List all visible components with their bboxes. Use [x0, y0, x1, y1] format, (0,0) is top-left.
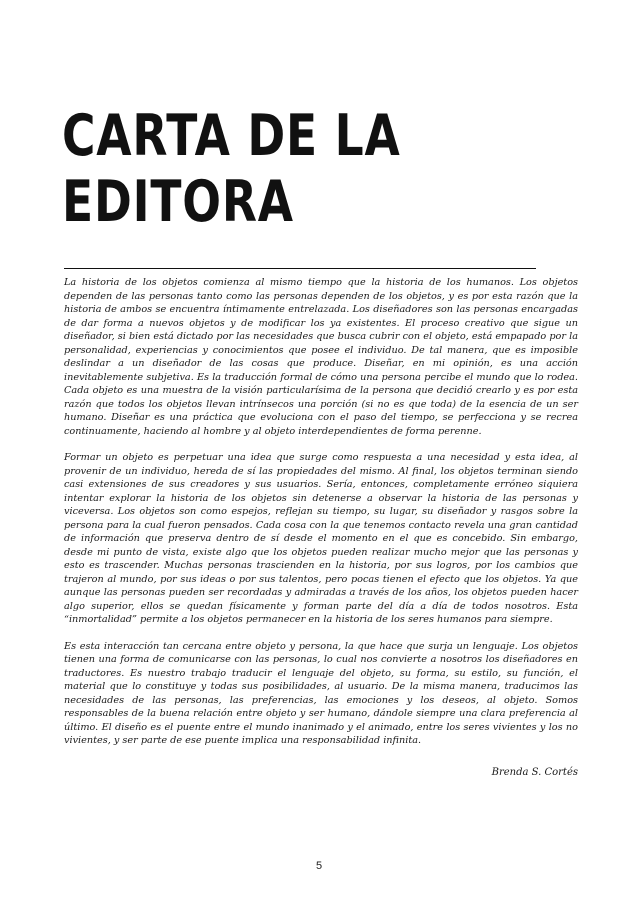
signature: Brenda S. Cortés — [491, 767, 578, 778]
page-number: 5 — [315, 860, 323, 872]
title-line-2: EDITORA — [62, 169, 294, 235]
title-divider — [64, 268, 536, 269]
letter-body — [64, 276, 578, 761]
paragraph-3: Es esta interacción tan cercana entre objeto y persona, la que hace que surja un lenguaje. Los objetos tienen una forma de comunicarse con las personas, lo cual nos convierte a nosotros los diseñadores en traductores. Es nuestro trabajo traducir el lenguaje del objeto, su forma, su estilo, su función, el material que lo constituye y todas sus posibilidades, al usuario. De la misma manera, traducimos las necesidades de las personas, las preferencias, las emociones y los deseos, al objeto. Somos responsables de la buena relación entre objeto y ser humano, dándole siempre una clara preferencia al último. El diseño es el puente entre el mundo inanimado y el animado, entre los seres vivientes y los no vivientes, y ser parte de ese puente implica una responsabilidad infinita. — [64, 640, 578, 746]
page-title — [62, 103, 401, 235]
title-line-1: CARTA DE LA — [62, 103, 401, 169]
paragraph-1: La historia de los objetos comienza al mismo tiempo que la historia de los humanos. Los objetos dependen de las personas tanto como las personas dependen de los objetos, y es por esta razón que la historia de ambos se encuentra íntimamente entrelazada. Los diseñadores son las personas encargadas de dar forma a nuevos objetos y de modificar los ya existentes. El proceso creativo que sigue un diseñador, si bien está dictado por las necesidades que busca cubrir con el objeto, está empapado por la personalidad, experiencias y conocimientos que posee el individuo. De tal manera, que es imposible deslindar a un diseñador de las cosas que produce. Diseñar, en mi opinión, es una acción inevitablemente subjetiva. Es la traducción formal de cómo una persona percibe el mundo que lo rodea. Cada objeto es una muestra de la visión particularísima de la persona que decidió crearlo y es por esta razón que todos los objetos llevan intrínsecos una porción (si no es que toda) de la esencia de un ser humano. Diseñar es una práctica que evoluciona con el paso del tiempo, se perfecciona y se recrea continuamente, haciendo al hombre y al objeto interdependientes de forma perenne. — [64, 277, 578, 437]
paragraph-2: Formar un objeto es perpetuar una idea que surge como respuesta a una necesidad y esta idea, al provenir de un individuo, hereda de sí las propiedades del mismo. Al final, los objetos terminan siendo casi extensiones de sus creadores y sus usuarios. Sería, entonces, completamente erróneo siquiera intentar explorar la historia de los objetos sin detenerse a observar la historia de las personas y viceversa. Los objetos son como espejos, reflejan su tiempo, su lugar, su diseñador y rasgos sobre la persona para la cual fueron pensados. Cada cosa con la que tenemos contacto revela una gran cantidad de información que preserva dentro de sí desde el momento en el que es concebido. Sin embargo, desde mi punto de vista, existe algo que los objetos pueden realizar mucho mejor que las personas y esto es trascender. Muchas personas trascienden en la historia, por sus logros, por los cambios que trajeron al mundo, por sus ideas o por sus talentos, pero pocas tienen el efecto que los objetos. Ya que aunque las personas pueden ser recordadas y admiradas a través de los años, los objetos pueden hacer algo superior, ellos se quedan físicamente y forman parte del día a día de todos nosotros. Esta “inmortalidad” permite a los objetos permanecer en la historia de los seres humanos para siempre. — [64, 452, 578, 625]
